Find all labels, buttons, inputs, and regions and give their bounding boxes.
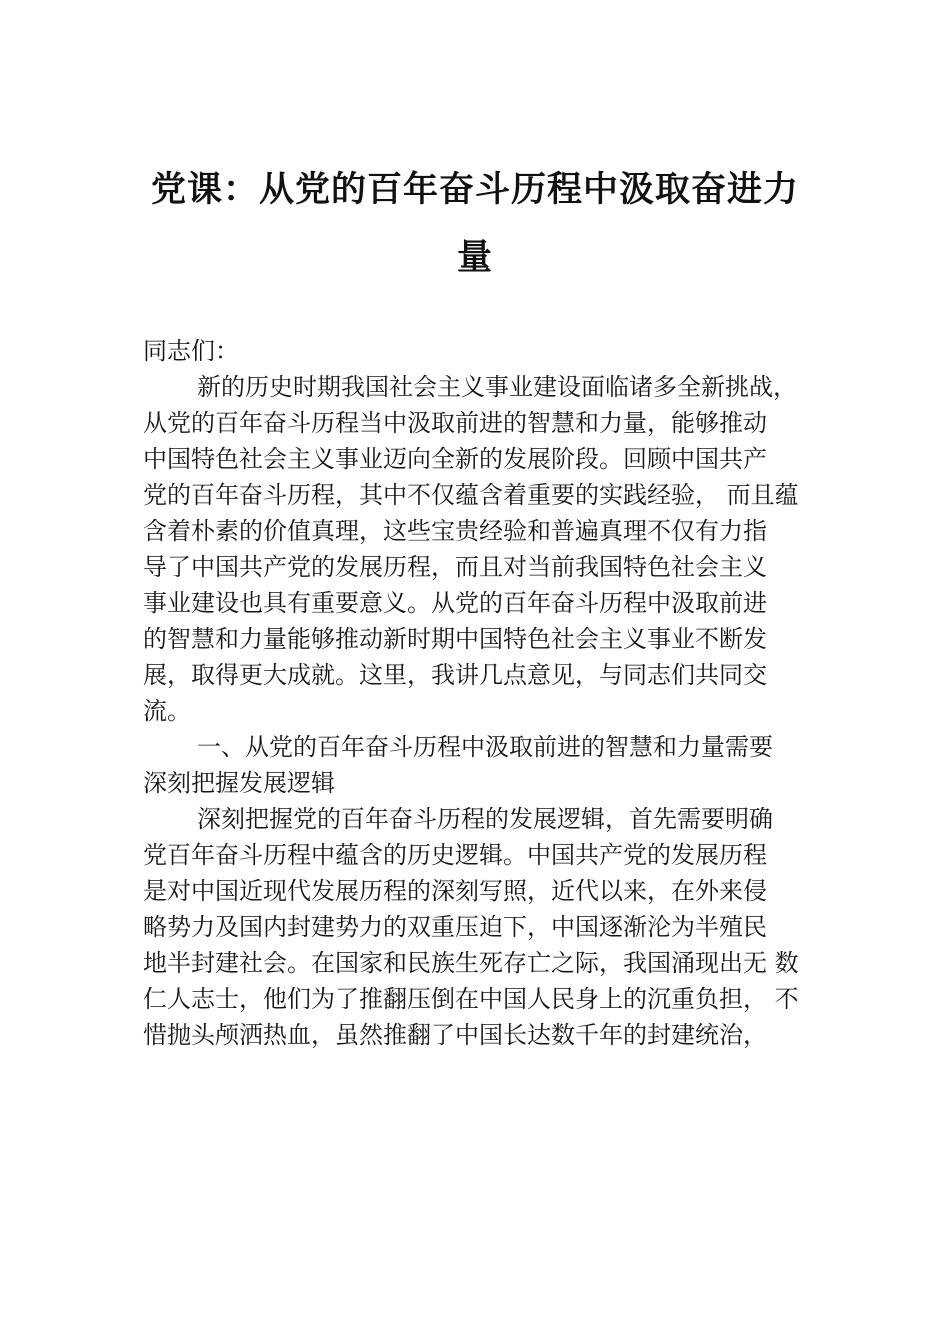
body-line: 党百年奋斗历程中蕴含的历史逻辑。中国共产党的发展历程 [143,841,767,869]
body-line: 仁人志士，他们为了推翻压倒在中国人民身上的沉重负担， 不 [143,985,799,1013]
body-line: 导了中国共产党的发展历程，而且对当前我国特色社会主义 [143,553,767,581]
body-line: 略势力及国内封建势力的双重压迫下，中国逐渐沦为半殖民 [143,913,767,941]
body-line: 事业建设也具有重要意义。从党的百年奋斗历程中汲取前进 [143,589,767,617]
body-line: 是对中国近现代发展历程的深刻写照，近代以来，在外来侵 [143,877,767,905]
section-heading-line-1: 一、从党的百年奋斗历程中汲取前进的智慧和力量需要 [197,733,773,761]
document-title-line-1: 党课：从党的百年奋斗历程中汲取奋进力 [150,169,799,210]
body-line: 惜抛头颅洒热血，虽然推翻了中国长达数千年的封建统治， [143,1021,767,1049]
body-line: 地半封建社会。在国家和民族生死存亡之际，我国涌现出无 数 [143,949,799,977]
body-line: 党的百年奋斗历程，其中不仅蕴含着重要的实践经验， 而且蕴 [143,481,799,509]
salutation: 同志们： [143,337,239,365]
body-line: 中国特色社会主义事业迈向全新的发展阶段。回顾中国共产 [143,445,767,473]
body-line: 从党的百年奋斗历程当中汲取前进的智慧和力量，能够推动 [143,409,767,437]
body-line: 展，取得更大成就。这里，我讲几点意见，与同志们共同交 [143,661,767,689]
body-line: 含着朴素的价值真理，这些宝贵经验和普遍真理不仅有力指 [143,517,767,545]
body-line: 的智慧和力量能够推动新时期中国特色社会主义事业不断发 [143,625,767,653]
document-title-line-2: 量 [456,237,493,278]
body-line: 深刻把握党的百年奋斗历程的发展逻辑，首先需要明确 [197,805,773,833]
section-heading-line-2: 深刻把握发展逻辑 [143,769,335,797]
body-line: 新的历史时期我国社会主义事业建设面临诸多全新挑战， [197,373,797,401]
body-line: 流。 [143,697,191,725]
